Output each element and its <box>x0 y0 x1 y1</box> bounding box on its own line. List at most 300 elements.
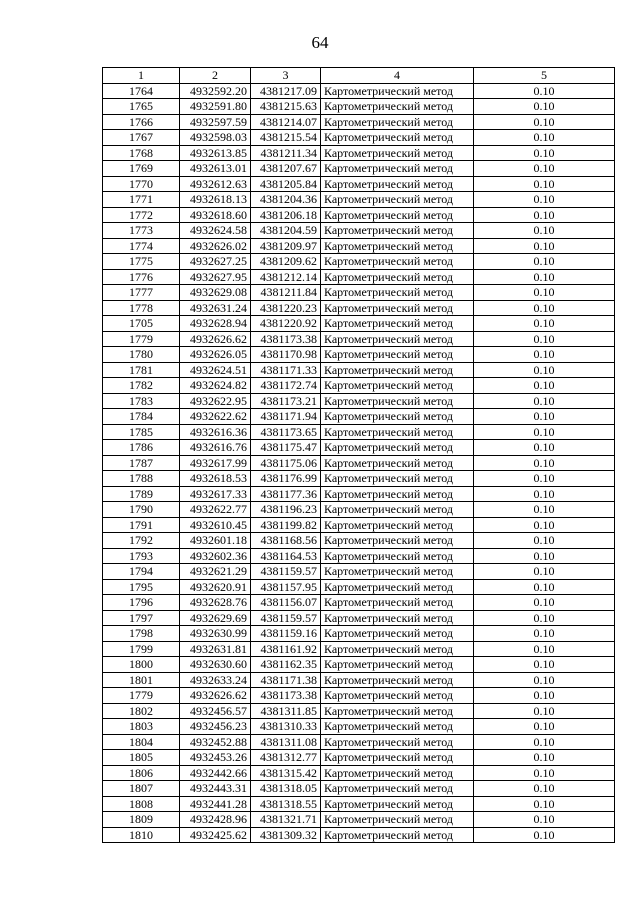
method-cell: Картометрический метод <box>321 316 474 332</box>
y-coordinate-cell: 4381204.59 <box>251 223 321 239</box>
point-number-cell: 1792 <box>103 533 180 549</box>
table-row <box>103 688 615 704</box>
accuracy-cell: 0.10 <box>474 192 615 208</box>
y-coordinate-cell: 4381217.09 <box>251 83 321 99</box>
method-cell: Картометрический метод <box>321 269 474 285</box>
method-cell: Картометрический метод <box>321 440 474 456</box>
point-number-cell: 1781 <box>103 362 180 378</box>
y-coordinate-cell: 4381171.38 <box>251 672 321 688</box>
method-cell: Картометрический метод <box>321 579 474 595</box>
x-coordinate-cell: 4932618.13 <box>180 192 251 208</box>
x-coordinate-cell: 4932621.29 <box>180 564 251 580</box>
x-coordinate-cell: 4932456.23 <box>180 719 251 735</box>
header-method: 4 <box>321 68 474 84</box>
y-coordinate-cell: 4381162.35 <box>251 657 321 673</box>
accuracy-cell: 0.10 <box>474 533 615 549</box>
x-coordinate-cell: 4932592.20 <box>180 83 251 99</box>
accuracy-cell: 0.10 <box>474 579 615 595</box>
x-coordinate-cell: 4932622.77 <box>180 502 251 518</box>
point-number-cell: 1780 <box>103 347 180 363</box>
y-coordinate-cell: 4381212.14 <box>251 269 321 285</box>
table-row <box>103 812 615 828</box>
table-row <box>103 316 615 332</box>
table-row <box>103 533 615 549</box>
table-row <box>103 409 615 425</box>
x-coordinate-cell: 4932441.28 <box>180 796 251 812</box>
x-coordinate-cell: 4932612.63 <box>180 176 251 192</box>
point-number-cell: 1705 <box>103 316 180 332</box>
table-row <box>103 114 615 130</box>
method-cell: Картометрический метод <box>321 99 474 115</box>
point-number-cell: 1808 <box>103 796 180 812</box>
point-number-cell: 1774 <box>103 238 180 254</box>
table-body <box>103 83 615 843</box>
table-row <box>103 719 615 735</box>
method-cell: Картометрический метод <box>321 161 474 177</box>
method-cell: Картометрический метод <box>321 285 474 301</box>
y-coordinate-cell: 4381173.38 <box>251 688 321 704</box>
x-coordinate-cell: 4932618.53 <box>180 471 251 487</box>
y-coordinate-cell: 4381176.99 <box>251 471 321 487</box>
method-cell: Картометрический метод <box>321 533 474 549</box>
point-number-cell: 1776 <box>103 269 180 285</box>
method-cell: Картометрический метод <box>321 564 474 580</box>
point-number-cell: 1798 <box>103 626 180 642</box>
accuracy-cell: 0.10 <box>474 409 615 425</box>
point-number-cell: 1766 <box>103 114 180 130</box>
table-row <box>103 130 615 146</box>
y-coordinate-cell: 4381175.06 <box>251 455 321 471</box>
accuracy-cell: 0.10 <box>474 440 615 456</box>
x-coordinate-cell: 4932628.76 <box>180 595 251 611</box>
point-number-cell: 1784 <box>103 409 180 425</box>
method-cell: Картометрический метод <box>321 393 474 409</box>
method-cell: Картометрический метод <box>321 595 474 611</box>
point-number-cell: 1788 <box>103 471 180 487</box>
point-number-cell: 1786 <box>103 440 180 456</box>
y-coordinate-cell: 4381159.57 <box>251 610 321 626</box>
accuracy-cell: 0.10 <box>474 641 615 657</box>
x-coordinate-cell: 4932622.95 <box>180 393 251 409</box>
accuracy-cell: 0.10 <box>474 796 615 812</box>
method-cell: Картометрический метод <box>321 424 474 440</box>
accuracy-cell: 0.10 <box>474 564 615 580</box>
x-coordinate-cell: 4932591.80 <box>180 99 251 115</box>
x-coordinate-cell: 4932624.58 <box>180 223 251 239</box>
method-cell: Картометрический метод <box>321 548 474 564</box>
y-coordinate-cell: 4381211.84 <box>251 285 321 301</box>
accuracy-cell: 0.10 <box>474 486 615 502</box>
accuracy-cell: 0.10 <box>474 331 615 347</box>
y-coordinate-cell: 4381156.07 <box>251 595 321 611</box>
x-coordinate-cell: 4932442.66 <box>180 765 251 781</box>
x-coordinate-cell: 4932613.01 <box>180 161 251 177</box>
method-cell: Картометрический метод <box>321 827 474 843</box>
accuracy-cell: 0.10 <box>474 316 615 332</box>
accuracy-cell: 0.10 <box>474 703 615 719</box>
method-cell: Картометрический метод <box>321 192 474 208</box>
table-row <box>103 564 615 580</box>
accuracy-cell: 0.10 <box>474 223 615 239</box>
accuracy-cell: 0.10 <box>474 734 615 750</box>
accuracy-cell: 0.10 <box>474 765 615 781</box>
x-coordinate-cell: 4932613.85 <box>180 145 251 161</box>
method-cell: Картометрический метод <box>321 719 474 735</box>
point-number-cell: 1810 <box>103 827 180 843</box>
table-row <box>103 486 615 502</box>
point-number-cell: 1807 <box>103 781 180 797</box>
x-coordinate-cell: 4932624.82 <box>180 378 251 394</box>
y-coordinate-cell: 4381161.92 <box>251 641 321 657</box>
y-coordinate-cell: 4381214.07 <box>251 114 321 130</box>
method-cell: Картометрический метод <box>321 254 474 270</box>
point-number-cell: 1787 <box>103 455 180 471</box>
point-number-cell: 1775 <box>103 254 180 270</box>
point-number-cell: 1795 <box>103 579 180 595</box>
x-coordinate-cell: 4932629.08 <box>180 285 251 301</box>
y-coordinate-cell: 4381199.82 <box>251 517 321 533</box>
point-number-cell: 1804 <box>103 734 180 750</box>
point-number-cell: 1789 <box>103 486 180 502</box>
header-x-coordinate: 2 <box>180 68 251 84</box>
table-row <box>103 672 615 688</box>
accuracy-cell: 0.10 <box>474 362 615 378</box>
point-number-cell: 1805 <box>103 750 180 766</box>
table-row <box>103 300 615 316</box>
accuracy-cell: 0.10 <box>474 781 615 797</box>
point-number-cell: 1791 <box>103 517 180 533</box>
table-row <box>103 145 615 161</box>
point-number-cell: 1777 <box>103 285 180 301</box>
table-row <box>103 703 615 719</box>
table-row <box>103 161 615 177</box>
table-row <box>103 254 615 270</box>
method-cell: Картометрический метод <box>321 207 474 223</box>
table-row <box>103 378 615 394</box>
accuracy-cell: 0.10 <box>474 145 615 161</box>
method-cell: Картометрический метод <box>321 626 474 642</box>
y-coordinate-cell: 4381220.23 <box>251 300 321 316</box>
accuracy-cell: 0.10 <box>474 424 615 440</box>
x-coordinate-cell: 4932630.99 <box>180 626 251 642</box>
method-cell: Картометрический метод <box>321 238 474 254</box>
y-coordinate-cell: 4381159.57 <box>251 564 321 580</box>
table-row <box>103 192 615 208</box>
x-coordinate-cell: 4932630.60 <box>180 657 251 673</box>
point-number-cell: 1773 <box>103 223 180 239</box>
table-row <box>103 455 615 471</box>
table-row <box>103 734 615 750</box>
y-coordinate-cell: 4381171.94 <box>251 409 321 425</box>
table-row <box>103 641 615 657</box>
accuracy-cell: 0.10 <box>474 393 615 409</box>
method-cell: Картометрический метод <box>321 765 474 781</box>
x-coordinate-cell: 4932633.24 <box>180 672 251 688</box>
method-cell: Картометрический метод <box>321 347 474 363</box>
accuracy-cell: 0.10 <box>474 238 615 254</box>
point-number-cell: 1764 <box>103 83 180 99</box>
method-cell: Картометрический метод <box>321 362 474 378</box>
accuracy-cell: 0.10 <box>474 719 615 735</box>
x-coordinate-cell: 4932425.62 <box>180 827 251 843</box>
table-row <box>103 362 615 378</box>
y-coordinate-cell: 4381215.63 <box>251 99 321 115</box>
accuracy-cell: 0.10 <box>474 471 615 487</box>
accuracy-cell: 0.10 <box>474 657 615 673</box>
table-row <box>103 595 615 611</box>
y-coordinate-cell: 4381204.36 <box>251 192 321 208</box>
point-number-cell: 1801 <box>103 672 180 688</box>
method-cell: Картометрический метод <box>321 378 474 394</box>
accuracy-cell: 0.10 <box>474 672 615 688</box>
table-row <box>103 285 615 301</box>
x-coordinate-cell: 4932617.99 <box>180 455 251 471</box>
method-cell: Картометрический метод <box>321 114 474 130</box>
x-coordinate-cell: 4932624.51 <box>180 362 251 378</box>
accuracy-cell: 0.10 <box>474 378 615 394</box>
accuracy-cell: 0.10 <box>474 254 615 270</box>
accuracy-cell: 0.10 <box>474 610 615 626</box>
y-coordinate-cell: 4381171.33 <box>251 362 321 378</box>
accuracy-cell: 0.10 <box>474 300 615 316</box>
accuracy-cell: 0.10 <box>474 517 615 533</box>
y-coordinate-cell: 4381215.54 <box>251 130 321 146</box>
table-row <box>103 223 615 239</box>
accuracy-cell: 0.10 <box>474 548 615 564</box>
accuracy-cell: 0.10 <box>474 269 615 285</box>
point-number-cell: 1765 <box>103 99 180 115</box>
table-row <box>103 83 615 99</box>
x-coordinate-cell: 4932597.59 <box>180 114 251 130</box>
method-cell: Картометрический метод <box>321 734 474 750</box>
header-row <box>103 68 615 84</box>
x-coordinate-cell: 4932631.81 <box>180 641 251 657</box>
table-row <box>103 99 615 115</box>
x-coordinate-cell: 4932617.33 <box>180 486 251 502</box>
point-number-cell: 1772 <box>103 207 180 223</box>
y-coordinate-cell: 4381173.38 <box>251 331 321 347</box>
method-cell: Картометрический метод <box>321 130 474 146</box>
y-coordinate-cell: 4381205.84 <box>251 176 321 192</box>
method-cell: Картометрический метод <box>321 300 474 316</box>
y-coordinate-cell: 4381168.56 <box>251 533 321 549</box>
point-number-cell: 1782 <box>103 378 180 394</box>
method-cell: Картометрический метод <box>321 409 474 425</box>
accuracy-cell: 0.10 <box>474 347 615 363</box>
x-coordinate-cell: 4932627.95 <box>180 269 251 285</box>
y-coordinate-cell: 4381164.53 <box>251 548 321 564</box>
point-number-cell: 1802 <box>103 703 180 719</box>
y-coordinate-cell: 4381211.34 <box>251 145 321 161</box>
point-number-cell: 1779 <box>103 688 180 704</box>
x-coordinate-cell: 4932598.03 <box>180 130 251 146</box>
y-coordinate-cell: 4381175.47 <box>251 440 321 456</box>
accuracy-cell: 0.10 <box>474 455 615 471</box>
table-row <box>103 657 615 673</box>
method-cell: Картометрический метод <box>321 517 474 533</box>
table-row <box>103 440 615 456</box>
method-cell: Картометрический метод <box>321 750 474 766</box>
header-point-number: 1 <box>103 68 180 84</box>
point-number-cell: 1768 <box>103 145 180 161</box>
table-row <box>103 502 615 518</box>
accuracy-cell: 0.10 <box>474 502 615 518</box>
table-row <box>103 750 615 766</box>
x-coordinate-cell: 4932616.36 <box>180 424 251 440</box>
point-number-cell: 1797 <box>103 610 180 626</box>
x-coordinate-cell: 4932618.60 <box>180 207 251 223</box>
table-row <box>103 517 615 533</box>
y-coordinate-cell: 4381159.16 <box>251 626 321 642</box>
accuracy-cell: 0.10 <box>474 130 615 146</box>
point-number-cell: 1769 <box>103 161 180 177</box>
x-coordinate-cell: 4932629.69 <box>180 610 251 626</box>
accuracy-cell: 0.10 <box>474 161 615 177</box>
point-number-cell: 1793 <box>103 548 180 564</box>
point-number-cell: 1785 <box>103 424 180 440</box>
x-coordinate-cell: 4932628.94 <box>180 316 251 332</box>
accuracy-cell: 0.10 <box>474 688 615 704</box>
accuracy-cell: 0.10 <box>474 750 615 766</box>
accuracy-cell: 0.10 <box>474 114 615 130</box>
method-cell: Картометрический метод <box>321 176 474 192</box>
method-cell: Картометрический метод <box>321 455 474 471</box>
accuracy-cell: 0.10 <box>474 83 615 99</box>
table-row <box>103 269 615 285</box>
method-cell: Картометрический метод <box>321 703 474 719</box>
table-row <box>103 781 615 797</box>
table-row <box>103 424 615 440</box>
y-coordinate-cell: 4381177.36 <box>251 486 321 502</box>
y-coordinate-cell: 4381209.62 <box>251 254 321 270</box>
point-number-cell: 1809 <box>103 812 180 828</box>
method-cell: Картометрический метод <box>321 812 474 828</box>
x-coordinate-cell: 4932626.62 <box>180 688 251 704</box>
method-cell: Картометрический метод <box>321 657 474 673</box>
x-coordinate-cell: 4932626.02 <box>180 238 251 254</box>
method-cell: Картометрический метод <box>321 610 474 626</box>
accuracy-cell: 0.10 <box>474 827 615 843</box>
accuracy-cell: 0.10 <box>474 176 615 192</box>
method-cell: Картометрический метод <box>321 471 474 487</box>
table-row <box>103 827 615 843</box>
method-cell: Картометрический метод <box>321 83 474 99</box>
accuracy-cell: 0.10 <box>474 812 615 828</box>
page-number: 64 <box>311 33 329 52</box>
table-row <box>103 393 615 409</box>
accuracy-cell: 0.10 <box>474 626 615 642</box>
point-number-cell: 1783 <box>103 393 180 409</box>
point-number-cell: 1778 <box>103 300 180 316</box>
method-cell: Картометрический метод <box>321 672 474 688</box>
y-coordinate-cell: 4381207.67 <box>251 161 321 177</box>
x-coordinate-cell: 4932610.45 <box>180 517 251 533</box>
table-row <box>103 626 615 642</box>
y-coordinate-cell: 4381173.21 <box>251 393 321 409</box>
header-accuracy: 5 <box>474 68 615 84</box>
y-coordinate-cell: 4381311.85 <box>251 703 321 719</box>
point-number-cell: 1790 <box>103 502 180 518</box>
y-coordinate-cell: 4381172.74 <box>251 378 321 394</box>
y-coordinate-cell: 4381206.18 <box>251 207 321 223</box>
point-number-cell: 1767 <box>103 130 180 146</box>
table-row <box>103 331 615 347</box>
x-coordinate-cell: 4932616.76 <box>180 440 251 456</box>
y-coordinate-cell: 4381311.08 <box>251 734 321 750</box>
method-cell: Картометрический метод <box>321 641 474 657</box>
coordinates-table <box>102 67 615 843</box>
table-header <box>103 68 615 84</box>
x-coordinate-cell: 4932627.25 <box>180 254 251 270</box>
x-coordinate-cell: 4932622.62 <box>180 409 251 425</box>
x-coordinate-cell: 4932602.36 <box>180 548 251 564</box>
y-coordinate-cell: 4381318.55 <box>251 796 321 812</box>
header-y-coordinate: 3 <box>251 68 321 84</box>
method-cell: Картометрический метод <box>321 781 474 797</box>
table-row <box>103 579 615 595</box>
method-cell: Картометрический метод <box>321 331 474 347</box>
table-row <box>103 176 615 192</box>
y-coordinate-cell: 4381170.98 <box>251 347 321 363</box>
accuracy-cell: 0.10 <box>474 285 615 301</box>
table-row <box>103 610 615 626</box>
y-coordinate-cell: 4381157.95 <box>251 579 321 595</box>
method-cell: Картометрический метод <box>321 223 474 239</box>
point-number-cell: 1800 <box>103 657 180 673</box>
point-number-cell: 1771 <box>103 192 180 208</box>
point-number-cell: 1796 <box>103 595 180 611</box>
method-cell: Картометрический метод <box>321 502 474 518</box>
x-coordinate-cell: 4932631.24 <box>180 300 251 316</box>
method-cell: Картометрический метод <box>321 688 474 704</box>
point-number-cell: 1799 <box>103 641 180 657</box>
x-coordinate-cell: 4932456.57 <box>180 703 251 719</box>
y-coordinate-cell: 4381310.33 <box>251 719 321 735</box>
x-coordinate-cell: 4932626.05 <box>180 347 251 363</box>
y-coordinate-cell: 4381312.77 <box>251 750 321 766</box>
y-coordinate-cell: 4381309.32 <box>251 827 321 843</box>
y-coordinate-cell: 4381315.42 <box>251 765 321 781</box>
table-row <box>103 548 615 564</box>
x-coordinate-cell: 4932443.31 <box>180 781 251 797</box>
table-row <box>103 238 615 254</box>
x-coordinate-cell: 4932428.96 <box>180 812 251 828</box>
y-coordinate-cell: 4381173.65 <box>251 424 321 440</box>
x-coordinate-cell: 4932453.26 <box>180 750 251 766</box>
y-coordinate-cell: 4381209.97 <box>251 238 321 254</box>
method-cell: Картометрический метод <box>321 145 474 161</box>
point-number-cell: 1806 <box>103 765 180 781</box>
point-number-cell: 1803 <box>103 719 180 735</box>
table-row <box>103 471 615 487</box>
x-coordinate-cell: 4932452.88 <box>180 734 251 750</box>
point-number-cell: 1794 <box>103 564 180 580</box>
accuracy-cell: 0.10 <box>474 207 615 223</box>
method-cell: Картометрический метод <box>321 486 474 502</box>
y-coordinate-cell: 4381318.05 <box>251 781 321 797</box>
y-coordinate-cell: 4381321.71 <box>251 812 321 828</box>
y-coordinate-cell: 4381196.23 <box>251 502 321 518</box>
table-row <box>103 765 615 781</box>
table-row <box>103 796 615 812</box>
table-row <box>103 207 615 223</box>
y-coordinate-cell: 4381220.92 <box>251 316 321 332</box>
point-number-cell: 1770 <box>103 176 180 192</box>
point-number-cell: 1779 <box>103 331 180 347</box>
accuracy-cell: 0.10 <box>474 595 615 611</box>
accuracy-cell: 0.10 <box>474 99 615 115</box>
x-coordinate-cell: 4932626.62 <box>180 331 251 347</box>
